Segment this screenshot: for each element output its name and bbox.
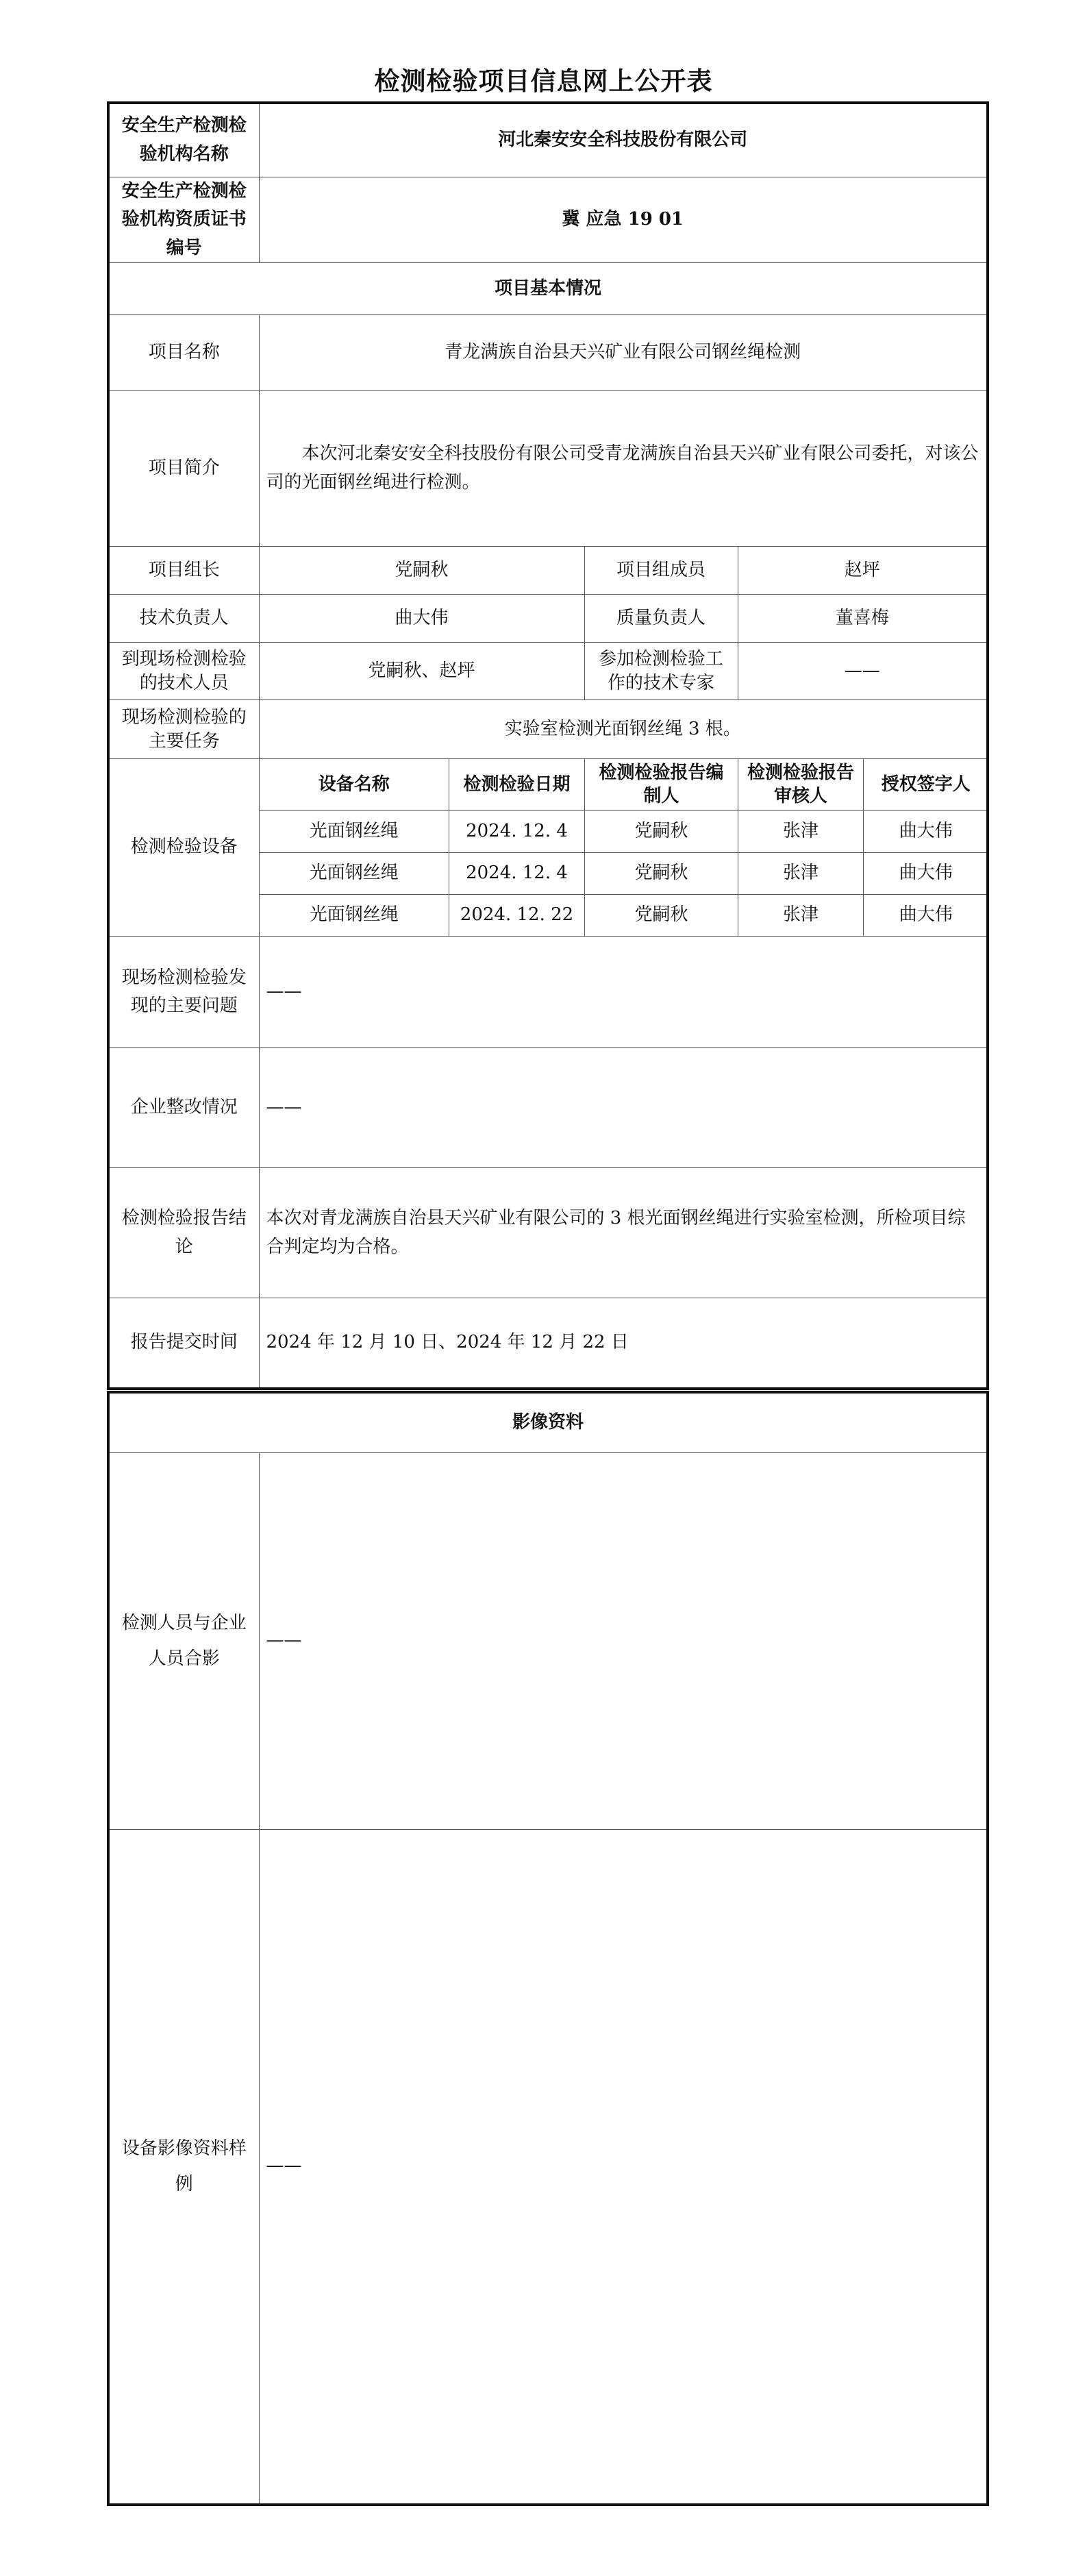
project-intro: 本次河北秦安安全科技股份有限公司受青龙满族自治县天兴矿业有限公司委托，对该公司的光面钢丝绳进行检测。: [259, 391, 988, 547]
project-name: 青龙满族自治县天兴矿业有限公司钢丝绳检测: [259, 315, 988, 391]
table-row: [260, 894, 988, 936]
table-row: [260, 810, 988, 852]
equipment-cell: 曲大伟: [864, 894, 988, 936]
group-photo: ——: [259, 1452, 988, 1829]
equipment-cell: 光面钢丝绳: [260, 894, 449, 936]
members-label: 项目组成员: [584, 547, 738, 595]
page-title: 检测检验项目信息网上公开表: [374, 66, 713, 96]
quality-label: 质量负责人: [584, 595, 738, 643]
photo-label: 检测人员与企业人员合影: [108, 1452, 259, 1829]
equipment-cell: 2024. 12. 4: [449, 852, 585, 894]
equipment-cell: 张津: [738, 894, 864, 936]
equipment-image-label: 设备影像资料样例: [108, 1829, 259, 2505]
onsite-staff-label: 到现场检测检验的技术人员: [108, 643, 259, 700]
onsite-staff: 党嗣秋、赵坪: [259, 643, 584, 700]
equipment-header-reviewer: 检测检验报告审核人: [738, 759, 864, 810]
rectification: ——: [259, 1048, 988, 1168]
equipment-header-signer: 授权签字人: [864, 759, 988, 810]
main-issues: ——: [259, 937, 988, 1048]
submit-date: 2024 年 12 月 10 日、2024 年 12 月 22 日: [259, 1298, 988, 1389]
equipment-cell: 张津: [738, 852, 864, 894]
equipment-header-name: 设备名称: [260, 759, 449, 810]
equipment-cell: 曲大伟: [864, 810, 988, 852]
leader-label: 项目组长: [108, 547, 259, 595]
tech-lead: 曲大伟: [259, 595, 584, 643]
equipment-cell: 光面钢丝绳: [260, 852, 449, 894]
equipment-cell: 2024. 12. 4: [449, 810, 585, 852]
cert-label: 安全生产检测检验机构资质证书编号: [108, 177, 259, 263]
equipment-cell: 张津: [738, 810, 864, 852]
equipment-section: [259, 759, 988, 937]
conclusion-label: 检测检验报告结论: [108, 1168, 259, 1298]
task-label: 现场检测检验的主要任务: [108, 700, 259, 759]
equipment-cell: 党嗣秋: [585, 852, 738, 894]
project-info-table: [107, 101, 989, 1390]
image-materials-table: [107, 1391, 989, 2506]
quality-lead: 董喜梅: [738, 595, 988, 643]
tech-label: 技术负责人: [108, 595, 259, 643]
main-task: 实验室检测光面钢丝绳 3 根。: [259, 700, 988, 759]
experts: ——: [738, 643, 988, 700]
project-members: 赵坪: [738, 547, 988, 595]
project-leader: 党嗣秋: [259, 547, 584, 595]
intro-label: 项目简介: [108, 391, 259, 547]
equipment-cell: 曲大伟: [864, 852, 988, 894]
equipment-cell: 光面钢丝绳: [260, 810, 449, 852]
section-images-title: 影像资料: [108, 1392, 988, 1452]
equipment-cell: 党嗣秋: [585, 894, 738, 936]
experts-label: 参加检测检验工作的技术专家: [584, 643, 738, 700]
equipment-cell: 党嗣秋: [585, 810, 738, 852]
equipment-table: [260, 759, 988, 936]
equipment-cell: 2024. 12. 22: [449, 894, 585, 936]
equipment-image-sample: ——: [259, 1829, 988, 2505]
org-name-label: 安全生产检测检验机构名称: [108, 103, 259, 177]
section-basic-title: 项目基本情况: [108, 263, 988, 315]
submit-label: 报告提交时间: [108, 1298, 259, 1389]
equipment-label: 检测检验设备: [108, 759, 259, 937]
equipment-header-compiler: 检测检验报告编制人: [585, 759, 738, 810]
report-conclusion: 本次对青龙满族自治县天兴矿业有限公司的 3 根光面钢丝绳进行实验室检测，所检项目综合判定均为合格。: [259, 1168, 988, 1298]
issues-label: 现场检测检验发现的主要问题: [108, 937, 259, 1048]
org-name: 河北秦安安全科技股份有限公司: [259, 103, 988, 177]
equipment-header-date: 检测检验日期: [449, 759, 585, 810]
table-row: [260, 852, 988, 894]
cert-number: 冀 应急 19 01: [259, 177, 988, 263]
project-name-label: 项目名称: [108, 315, 259, 391]
rectify-label: 企业整改情况: [108, 1048, 259, 1168]
